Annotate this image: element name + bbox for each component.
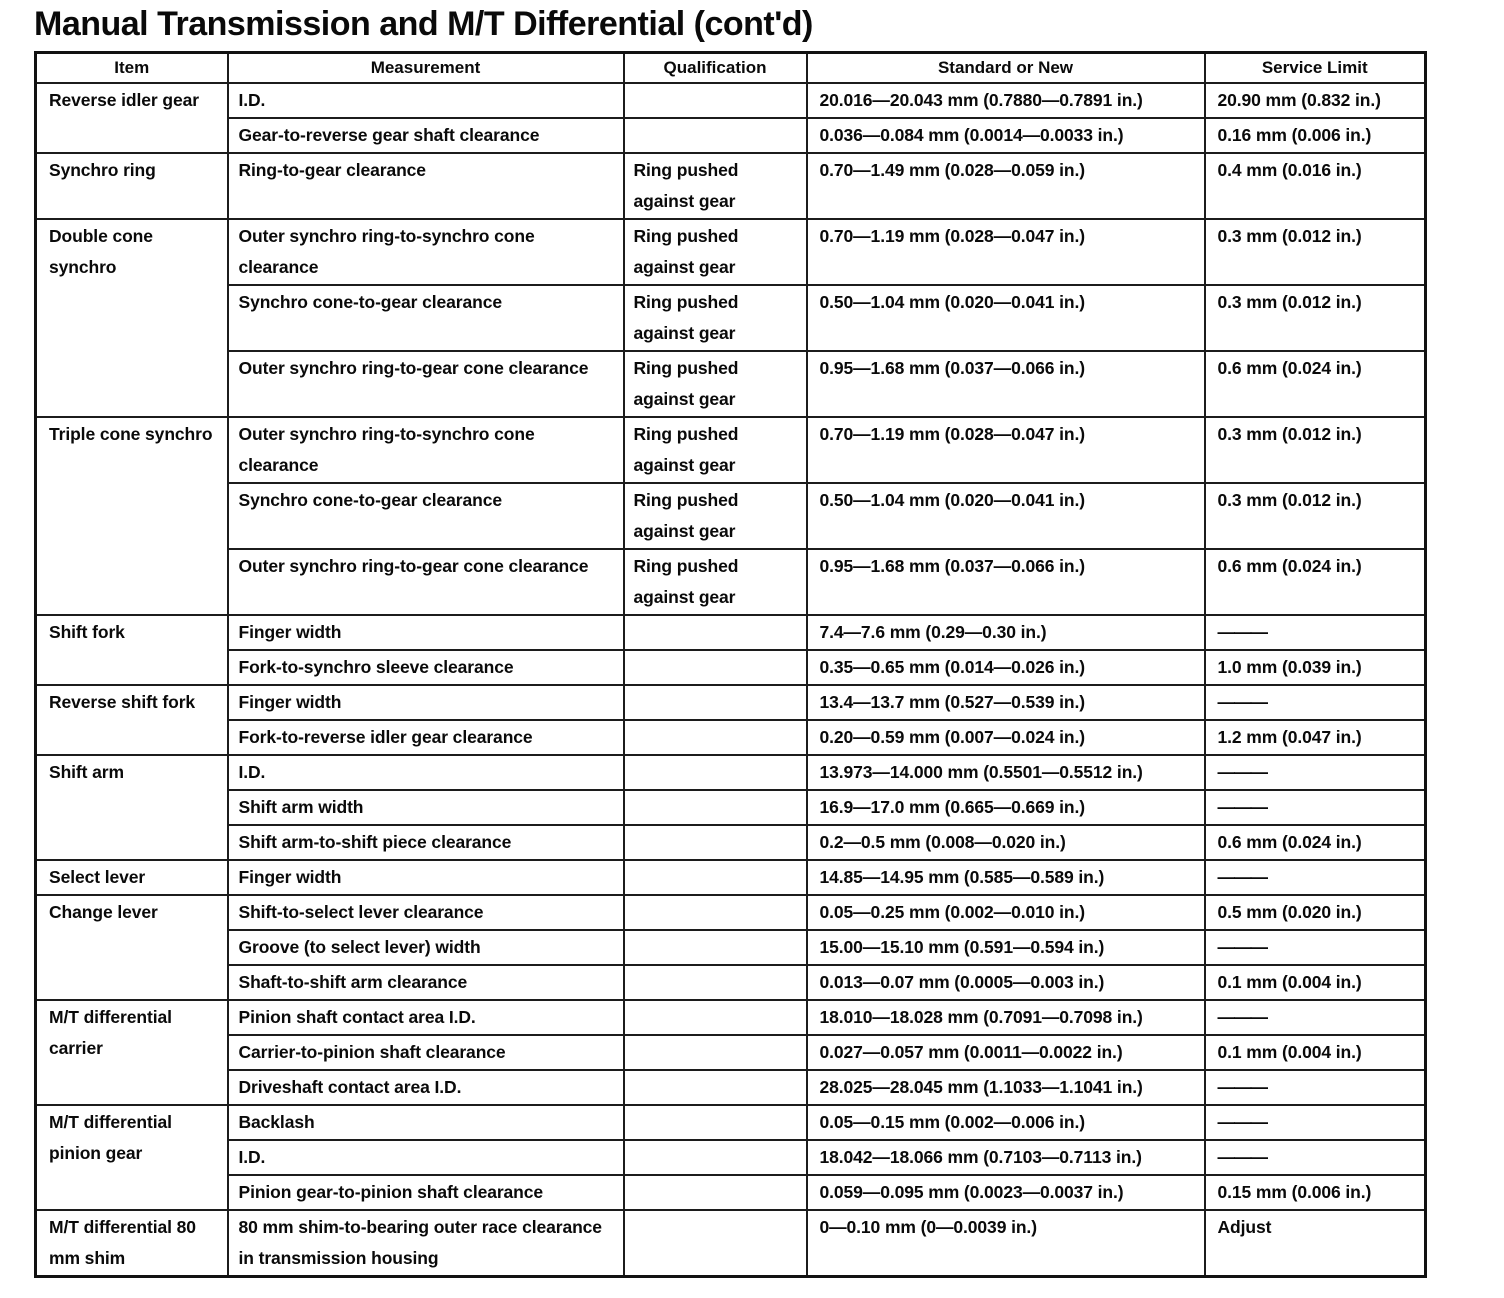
table-row: [36, 483, 1426, 549]
limit-cell: 0.6 mm (0.024 in.): [1205, 825, 1426, 860]
table-row: [36, 83, 1426, 118]
measurement-cell: Backlash: [228, 1105, 624, 1140]
table-row: [36, 720, 1426, 755]
limit-cell: Adjust: [1205, 1210, 1426, 1277]
limit-cell: ———: [1205, 1140, 1426, 1175]
header-cell-qualification: Qualification: [624, 53, 807, 84]
table-row: [36, 1140, 1426, 1175]
standard-cell: 13.973—14.000 mm (0.5501—0.5512 in.): [807, 755, 1205, 790]
table-row: [36, 549, 1426, 615]
table-row: [36, 285, 1426, 351]
table-row: [36, 755, 1426, 790]
standard-cell: 0.95—1.68 mm (0.037—0.066 in.): [807, 549, 1205, 615]
standard-cell: 16.9—17.0 mm (0.665—0.669 in.): [807, 790, 1205, 825]
measurement-cell: Outer synchro ring-to-gear cone clearance: [228, 351, 624, 417]
table-row: [36, 790, 1426, 825]
table-row: [36, 153, 1426, 219]
qual-cell: Ring pushed against gear: [624, 153, 807, 219]
standard-cell: 0.20—0.59 mm (0.007—0.024 in.): [807, 720, 1205, 755]
table-row: [36, 1070, 1426, 1105]
item-cell: Shift fork: [36, 615, 228, 685]
limit-cell: 0.4 mm (0.016 in.): [1205, 153, 1426, 219]
table-row: [36, 118, 1426, 153]
limit-cell: ———: [1205, 860, 1426, 895]
limit-cell: ———: [1205, 1070, 1426, 1105]
standard-cell: 0.036—0.084 mm (0.0014—0.0033 in.): [807, 118, 1205, 153]
table-row: [36, 1035, 1426, 1070]
measurement-cell: Carrier-to-pinion shaft clearance: [228, 1035, 624, 1070]
standard-cell: 0.70—1.19 mm (0.028—0.047 in.): [807, 417, 1205, 483]
limit-cell: 0.6 mm (0.024 in.): [1205, 351, 1426, 417]
table-row: [36, 1210, 1426, 1277]
standard-cell: 0.059—0.095 mm (0.0023—0.0037 in.): [807, 1175, 1205, 1210]
limit-cell: ———: [1205, 1105, 1426, 1140]
qual-cell: [624, 1105, 807, 1140]
table-row: [36, 685, 1426, 720]
limit-cell: ———: [1205, 615, 1426, 650]
qual-cell: [624, 118, 807, 153]
standard-cell: 0—0.10 mm (0—0.0039 in.): [807, 1210, 1205, 1277]
qual-cell: [624, 650, 807, 685]
standard-cell: 0.05—0.15 mm (0.002—0.006 in.): [807, 1105, 1205, 1140]
qual-cell: [624, 83, 807, 118]
qual-cell: [624, 825, 807, 860]
standard-cell: 0.95—1.68 mm (0.037—0.066 in.): [807, 351, 1205, 417]
standard-cell: 0.013—0.07 mm (0.0005—0.003 in.): [807, 965, 1205, 1000]
qual-cell: [624, 615, 807, 650]
measurement-cell: Driveshaft contact area I.D.: [228, 1070, 624, 1105]
item-cell: Triple cone synchro: [36, 417, 228, 615]
measurement-cell: I.D.: [228, 755, 624, 790]
measurement-cell: Pinion gear-to-pinion shaft clearance: [228, 1175, 624, 1210]
limit-cell: ———: [1205, 755, 1426, 790]
qual-cell: Ring pushed against gear: [624, 285, 807, 351]
measurement-cell: Finger width: [228, 615, 624, 650]
item-cell: M/T differential 80 mm shim: [36, 1210, 228, 1277]
item-cell: Shift arm: [36, 755, 228, 860]
header-cell-standard-or-new: Standard or New: [807, 53, 1205, 84]
table-row: [36, 1000, 1426, 1035]
limit-cell: 0.3 mm (0.012 in.): [1205, 417, 1426, 483]
qual-cell: Ring pushed against gear: [624, 351, 807, 417]
table-row: [36, 417, 1426, 483]
item-cell: Reverse shift fork: [36, 685, 228, 755]
item-cell: Synchro ring: [36, 153, 228, 219]
measurement-cell: Outer synchro ring-to-synchro cone clearance: [228, 417, 624, 483]
header-row: [36, 53, 1426, 84]
standard-cell: 15.00—15.10 mm (0.591—0.594 in.): [807, 930, 1205, 965]
measurement-cell: Fork-to-synchro sleeve clearance: [228, 650, 624, 685]
qual-cell: [624, 1210, 807, 1277]
standard-cell: 28.025—28.045 mm (1.1033—1.1041 in.): [807, 1070, 1205, 1105]
table-row: [36, 650, 1426, 685]
measurement-cell: 80 mm shim-to-bearing outer race clearance in transmission housing: [228, 1210, 624, 1277]
table-row: [36, 1105, 1426, 1140]
measurement-cell: Finger width: [228, 685, 624, 720]
standard-cell: 0.50—1.04 mm (0.020—0.041 in.): [807, 285, 1205, 351]
measurement-cell: Shift-to-select lever clearance: [228, 895, 624, 930]
header-cell-measurement: Measurement: [228, 53, 624, 84]
standard-cell: 0.2—0.5 mm (0.008—0.020 in.): [807, 825, 1205, 860]
table-row: [36, 860, 1426, 895]
limit-cell: 0.3 mm (0.012 in.): [1205, 483, 1426, 549]
measurement-cell: Ring-to-gear clearance: [228, 153, 624, 219]
standard-cell: 14.85—14.95 mm (0.585—0.589 in.): [807, 860, 1205, 895]
qual-cell: [624, 1035, 807, 1070]
table-row: [36, 965, 1426, 1000]
measurement-cell: Synchro cone-to-gear clearance: [228, 285, 624, 351]
limit-cell: 0.15 mm (0.006 in.): [1205, 1175, 1426, 1210]
table-row: [36, 895, 1426, 930]
item-cell: Reverse idler gear: [36, 83, 228, 153]
measurement-cell: Finger width: [228, 860, 624, 895]
item-cell: Change lever: [36, 895, 228, 1000]
table-row: [36, 219, 1426, 285]
measurement-cell: Gear-to-reverse gear shaft clearance: [228, 118, 624, 153]
measurement-cell: Shift arm width: [228, 790, 624, 825]
limit-cell: 0.1 mm (0.004 in.): [1205, 965, 1426, 1000]
header-cell-item: Item: [36, 53, 228, 84]
standard-cell: 20.016—20.043 mm (0.7880—0.7891 in.): [807, 83, 1205, 118]
measurement-cell: Fork-to-reverse idler gear clearance: [228, 720, 624, 755]
qual-cell: [624, 790, 807, 825]
header-cell-service-limit: Service Limit: [1205, 53, 1426, 84]
qual-cell: [624, 930, 807, 965]
item-cell: Select lever: [36, 860, 228, 895]
limit-cell: 1.0 mm (0.039 in.): [1205, 650, 1426, 685]
measurement-cell: I.D.: [228, 83, 624, 118]
measurement-cell: Groove (to select lever) width: [228, 930, 624, 965]
limit-cell: 0.16 mm (0.006 in.): [1205, 118, 1426, 153]
limit-cell: ———: [1205, 685, 1426, 720]
qual-cell: [624, 720, 807, 755]
standard-cell: 0.50—1.04 mm (0.020—0.041 in.): [807, 483, 1205, 549]
limit-cell: 0.3 mm (0.012 in.): [1205, 285, 1426, 351]
standard-cell: 0.05—0.25 mm (0.002—0.010 in.): [807, 895, 1205, 930]
limit-cell: 20.90 mm (0.832 in.): [1205, 83, 1426, 118]
item-cell: M/T differential carrier: [36, 1000, 228, 1105]
standard-cell: 18.042—18.066 mm (0.7103—0.7113 in.): [807, 1140, 1205, 1175]
standard-cell: 0.70—1.49 mm (0.028—0.059 in.): [807, 153, 1205, 219]
qual-cell: [624, 1140, 807, 1175]
qual-cell: [624, 755, 807, 790]
limit-cell: 1.2 mm (0.047 in.): [1205, 720, 1426, 755]
measurement-cell: Pinion shaft contact area I.D.: [228, 1000, 624, 1035]
table-row: [36, 1175, 1426, 1210]
spec-table: [34, 51, 1427, 1278]
qual-cell: [624, 1000, 807, 1035]
measurement-cell: Outer synchro ring-to-synchro cone clearance: [228, 219, 624, 285]
table-row: [36, 615, 1426, 650]
qual-cell: Ring pushed against gear: [624, 417, 807, 483]
limit-cell: 0.6 mm (0.024 in.): [1205, 549, 1426, 615]
measurement-cell: Shaft-to-shift arm clearance: [228, 965, 624, 1000]
qual-cell: Ring pushed against gear: [624, 483, 807, 549]
standard-cell: 13.4—13.7 mm (0.527—0.539 in.): [807, 685, 1205, 720]
item-cell: M/T differential pinion gear: [36, 1105, 228, 1210]
table-row: [36, 351, 1426, 417]
standard-cell: 0.35—0.65 mm (0.014—0.026 in.): [807, 650, 1205, 685]
qual-cell: [624, 1175, 807, 1210]
page-title: Manual Transmission and M/T Differential (cont'd): [34, 5, 813, 43]
qual-cell: [624, 965, 807, 1000]
table-row: [36, 930, 1426, 965]
limit-cell: ———: [1205, 930, 1426, 965]
standard-cell: 18.010—18.028 mm (0.7091—0.7098 in.): [807, 1000, 1205, 1035]
item-cell: Double cone synchro: [36, 219, 228, 417]
qual-cell: [624, 1070, 807, 1105]
limit-cell: ———: [1205, 1000, 1426, 1035]
qual-cell: [624, 895, 807, 930]
limit-cell: ———: [1205, 790, 1426, 825]
standard-cell: 0.027—0.057 mm (0.0011—0.0022 in.): [807, 1035, 1205, 1070]
measurement-cell: Shift arm-to-shift piece clearance: [228, 825, 624, 860]
limit-cell: 0.1 mm (0.004 in.): [1205, 1035, 1426, 1070]
measurement-cell: Synchro cone-to-gear clearance: [228, 483, 624, 549]
table-row: [36, 825, 1426, 860]
qual-cell: Ring pushed against gear: [624, 219, 807, 285]
standard-cell: 7.4—7.6 mm (0.29—0.30 in.): [807, 615, 1205, 650]
limit-cell: 0.5 mm (0.020 in.): [1205, 895, 1426, 930]
qual-cell: [624, 860, 807, 895]
standard-cell: 0.70—1.19 mm (0.028—0.047 in.): [807, 219, 1205, 285]
limit-cell: 0.3 mm (0.012 in.): [1205, 219, 1426, 285]
qual-cell: [624, 685, 807, 720]
measurement-cell: I.D.: [228, 1140, 624, 1175]
measurement-cell: Outer synchro ring-to-gear cone clearance: [228, 549, 624, 615]
qual-cell: Ring pushed against gear: [624, 549, 807, 615]
